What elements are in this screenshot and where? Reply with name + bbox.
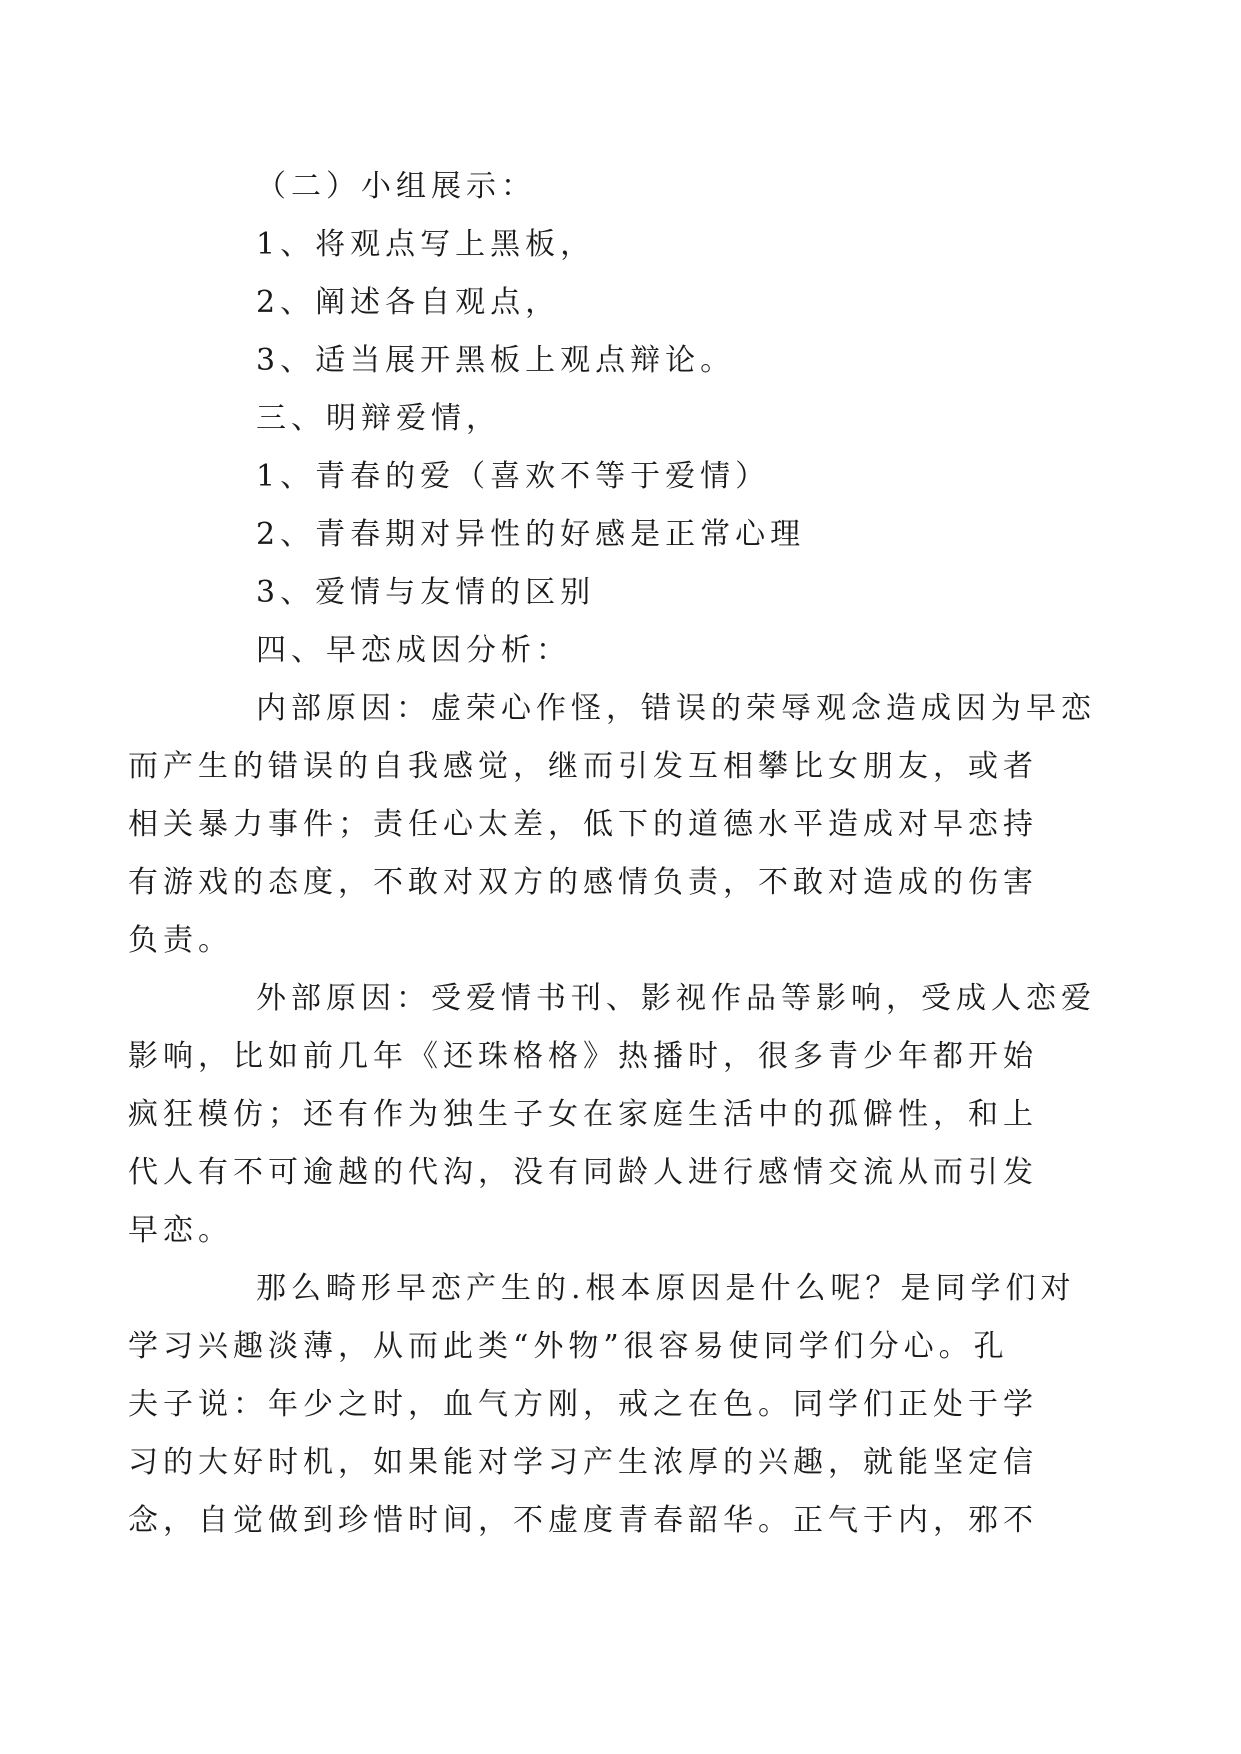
paragraph-internal-causes [128, 680, 1096, 970]
paragraph-line: 夫子说：年少之时，血气方刚，戒之在色。同学们正处于学 [128, 1387, 1038, 1422]
section-heading-analysis: 四、早恋成因分析： [256, 633, 571, 668]
list-item: 3、适当展开黑板上观点辩论。 [256, 343, 736, 378]
paragraph-root-cause [128, 1260, 1076, 1550]
list-item: 2、青春期对异性的好感是正常心理 [256, 517, 806, 552]
section-heading-love: 三、明辩爱情， [256, 401, 501, 436]
paragraph-line: 早恋。 [128, 1213, 233, 1248]
paragraph-line: 外部原因：受爱情书刊、影视作品等影响，受成人恋爱 [256, 981, 1096, 1016]
paragraph-line: 习的大好时机，如果能对学习产生浓厚的兴趣，就能坚定信 [128, 1445, 1038, 1480]
paragraph-line: 而产生的错误的自我感觉，继而引发互相攀比女朋友，或者 [128, 749, 1038, 784]
list-item: 3、爱情与友情的区别 [256, 575, 596, 610]
paragraph-line: 念，自觉做到珍惜时间，不虚度青春韶华。正气于内，邪不 [128, 1503, 1038, 1538]
paragraph-line: 那么畸形早恋产生的.根本原因是什么呢？是同学们对 [256, 1271, 1076, 1306]
paragraph-line: 内部原因：虚荣心作怪，错误的荣辱观念造成因为早恋 [256, 691, 1096, 726]
paragraph-line: 疯狂模仿；还有作为独生子女在家庭生活中的孤僻性，和上 [128, 1097, 1038, 1132]
section-heading-group-display: （二）小组展示： [256, 169, 536, 204]
document-body [128, 158, 1096, 1550]
list-item: 2、阐述各自观点， [256, 285, 561, 320]
paragraph-line: 影响，比如前几年《还珠格格》热播时，很多青少年都开始 [128, 1039, 1038, 1074]
list-item: 1、青春的爱（喜欢不等于爱情） [256, 459, 771, 494]
paragraph-line: 相关暴力事件；责任心太差，低下的道德水平造成对早恋持 [128, 807, 1038, 842]
paragraph-line: 负责。 [128, 923, 233, 958]
list-item: 1、将观点写上黑板， [256, 227, 596, 262]
paragraph-line: 代人有不可逾越的代沟，没有同龄人进行感情交流从而引发 [128, 1155, 1038, 1190]
paragraph-line: 学习兴趣淡薄，从而此类“外物”很容易使同学们分心。孔 [128, 1329, 1009, 1364]
paragraph-line: 有游戏的态度，不敢对双方的感情负责，不敢对造成的伤害 [128, 865, 1038, 900]
paragraph-external-causes [128, 970, 1096, 1260]
